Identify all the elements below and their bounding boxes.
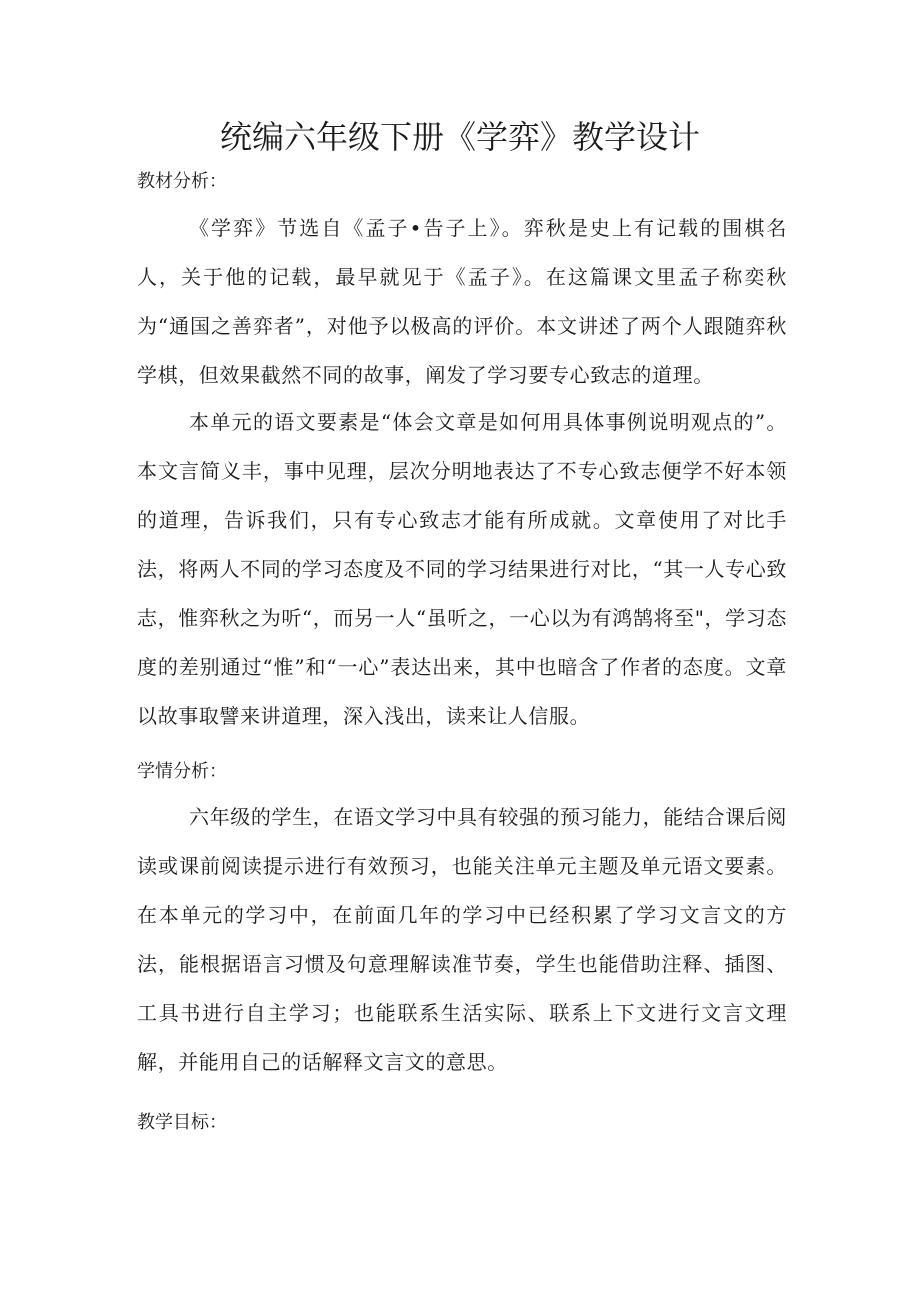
student-analysis-paragraph: 六年级的学生，在语文学习中具有较强的预习能力，能结合课后阅读或课前阅读提示进行有效预习，也能关注单元主题及单元语文要素。在本单元的学习中，在前面几年的学习中已经积累了学习文言文的方法，能根据语言习惯及句意理解读准节奏，学生也能借助注释、插图、工具书进行自主学习；也能联系生活实际、联系上下文进行文言文理解，并能用自己的话解释文言文的意思。 [137,805,787,1074]
section-heading-student-analysis: 学情分析： [137,761,227,782]
material-analysis-paragraph-1: 《学弈》节选自《孟子•告子上》。弈秋是史上有记载的围棋名人，关于他的记载，最早就见于《孟子》。在这篇课文里孟子称奕秋为“通国之善弈者”，对他予以极高的评价。本文讲述了两个人跟随弈秋学棋，但效果截然不同的故事，阐发了学习要专心致志的道理。 [137,216,787,387]
document-title: 统编六年级下册《学弈》教学设计 [219,118,700,156]
section-heading-material-analysis: 教材分析： [137,171,227,192]
section-heading-teaching-goals: 教学目标： [137,1112,227,1133]
material-analysis-paragraph-2: 本单元的语文要素是“体会文章是如何用具体事例说明观点的”。本文言简义丰，事中见理，层次分明地表达了不专心致志便学不好本领的道理，告诉我们，只有专心致志才能有所成就。文章使用了对比手法，将两人不同的学习态度及不同的学习结果进行对比，“其一人专心致志，惟弈秋之为听“，而另一人“虽听之，一心以为有鸿鹄将至"，学习态度的差别通过“惟”和“一心”表达出来，其中也暗含了作者的态度。文章以故事取譬来讲道理，深入浅出，读来让人信服。 [137,410,787,728]
